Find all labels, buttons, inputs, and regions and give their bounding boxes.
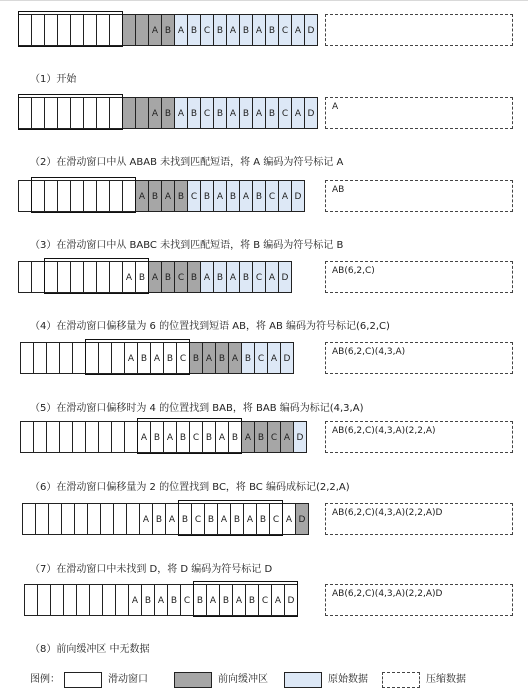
buffer-cell: B xyxy=(266,98,279,128)
sliding-window-box xyxy=(137,418,242,454)
buffer-cell: A xyxy=(149,98,162,128)
buffer-cell xyxy=(123,15,136,45)
buffer-cell: C xyxy=(279,98,292,128)
stage-row-3 xyxy=(0,180,528,220)
buffer-cell: A xyxy=(244,504,257,534)
buffer-cell: B xyxy=(153,504,166,534)
compressed-output: A xyxy=(325,97,513,129)
buffer-cell: A xyxy=(253,98,266,128)
sliding-window-box xyxy=(44,258,149,294)
buffer-cell xyxy=(64,585,77,615)
buffer-cell: B xyxy=(231,504,244,534)
buffer-cell: C xyxy=(188,181,201,211)
buffer-cell: D xyxy=(294,422,307,452)
buffer-cell: B xyxy=(138,343,151,373)
buffer-cell: A xyxy=(227,15,240,45)
legend-lookahead-swatch xyxy=(174,672,212,688)
legend-lookahead-label: 前向缓冲区 xyxy=(218,674,268,685)
buffer-cell xyxy=(36,504,49,534)
buffer-cell: A xyxy=(149,15,162,45)
buffer-cell xyxy=(19,262,32,292)
buffer-cell: B xyxy=(179,504,192,534)
buffer-cell xyxy=(90,585,103,615)
buffer-cell: B xyxy=(136,262,149,292)
buffer-cell: C xyxy=(255,343,268,373)
buffer-cell: A xyxy=(136,181,149,211)
buffer-cell: C xyxy=(259,585,272,615)
buffer-cell: A xyxy=(203,343,216,373)
buffer-cell: A xyxy=(207,585,220,615)
buffer-cell: C xyxy=(201,98,214,128)
buffer-cell: B xyxy=(240,262,253,292)
buffer-cell: C xyxy=(175,262,188,292)
buffer-cell xyxy=(51,585,64,615)
caption-5: （5）在滑动窗口偏移时为 4 的位置找到 BAB，将 BAB 编码为标记(4,3,A) xyxy=(30,403,364,414)
buffer-cell: B xyxy=(214,15,227,45)
buffer-cell xyxy=(75,504,88,534)
buffer-cell: C xyxy=(279,15,292,45)
buffer-cell: B xyxy=(205,504,218,534)
buffer-cell: B xyxy=(220,585,233,615)
buffer-cell: D xyxy=(285,585,298,615)
caption-4: （4）在滑动窗口偏移量为 6 的位置找到短语 AB，将 AB 编码为符号标记(6,2,C) xyxy=(30,321,390,332)
caption-8: （8）前向缓冲区 中无数据 xyxy=(30,644,150,655)
buffer-cell: A xyxy=(279,181,292,211)
buffer-cell: C xyxy=(268,422,281,452)
buffer-cell xyxy=(99,422,112,452)
buffer-cell: D xyxy=(279,262,292,292)
buffer-cell xyxy=(60,422,73,452)
buffer-cell: A xyxy=(283,504,296,534)
buffer-cell xyxy=(103,585,116,615)
legend-compressed-swatch xyxy=(382,672,420,688)
compressed-output: AB(6,2,C) xyxy=(325,261,513,293)
buffer-cell xyxy=(88,504,101,534)
compressed-output xyxy=(325,14,513,46)
buffer-cell: C xyxy=(190,422,203,452)
buffer-cell: B xyxy=(201,181,214,211)
buffer-cell: A xyxy=(151,343,164,373)
buffer-cell: A xyxy=(129,585,142,615)
buffer-cell: A xyxy=(266,262,279,292)
buffer-cell: B xyxy=(168,585,181,615)
buffer-cell: B xyxy=(240,15,253,45)
buffer-cell: B xyxy=(151,422,164,452)
buffer-cell: A xyxy=(242,422,255,452)
buffer-cell: C xyxy=(177,343,190,373)
sliding-window-box xyxy=(193,581,298,617)
caption-6: （6）在滑动窗口偏移量为 2 的位置找到 BC，将 BC 编码成标记(2,2,A) xyxy=(30,482,350,493)
legend-compressed-label: 压缩数据 xyxy=(426,674,466,685)
buffer-cell: A xyxy=(281,422,294,452)
buffer-cell: B xyxy=(175,181,188,211)
buffer-cell: B xyxy=(255,422,268,452)
buffer-cell: C xyxy=(201,15,214,45)
buffer-cell: B xyxy=(188,15,201,45)
stage-row-2 xyxy=(0,97,528,137)
buffer-cell: A xyxy=(140,504,153,534)
legend-window-swatch xyxy=(64,672,102,688)
buffer-cell: B xyxy=(162,262,175,292)
stage-row-1 xyxy=(0,14,528,54)
buffer-cell: A xyxy=(125,343,138,373)
buffer-cell: B xyxy=(190,343,203,373)
buffer-cell xyxy=(49,504,62,534)
buffer-cell xyxy=(101,504,114,534)
sliding-window-box xyxy=(18,94,123,130)
sliding-window-box xyxy=(178,500,283,536)
buffer-cell: A xyxy=(164,422,177,452)
buffer-cell: A xyxy=(292,98,305,128)
buffer-cell: A xyxy=(123,262,136,292)
buffer-cell xyxy=(114,504,127,534)
buffer-cell xyxy=(116,585,129,615)
buffer-cell: A xyxy=(240,181,253,211)
buffer-cell xyxy=(34,343,47,373)
stage-row-7 xyxy=(0,503,528,543)
buffer-cell xyxy=(123,98,136,128)
sliding-window-box xyxy=(31,177,136,213)
buffer-cell: A xyxy=(166,504,179,534)
buffer-cell xyxy=(21,422,34,452)
legend-window-label: 滑动窗口 xyxy=(108,674,148,685)
buffer-cell: D xyxy=(305,15,318,45)
buffer-cell: D xyxy=(281,343,294,373)
buffer-cell: A xyxy=(138,422,151,452)
buffer-cell: B xyxy=(142,585,155,615)
buffer-cell xyxy=(34,422,47,452)
buffer-cell: D xyxy=(305,98,318,128)
buffer-cell xyxy=(21,343,34,373)
buffer-cell: A xyxy=(162,181,175,211)
buffer-cell: B xyxy=(253,181,266,211)
buffer-cell: A xyxy=(175,15,188,45)
legend xyxy=(30,670,520,690)
buffer-cell xyxy=(47,422,60,452)
compressed-output: AB(6,2,C)(4,3,A)(2,2,A)D xyxy=(325,503,513,535)
sliding-window-box xyxy=(18,11,123,47)
stage-row-5 xyxy=(0,342,528,382)
buffer-cell: A xyxy=(272,585,285,615)
buffer-cell: B xyxy=(240,98,253,128)
buffer-cell: B xyxy=(188,262,201,292)
legend-title: 图例： xyxy=(30,674,60,685)
buffer-cell xyxy=(86,422,99,452)
buffer-cell: B xyxy=(257,504,270,534)
buffer-cell xyxy=(77,585,90,615)
buffer-cell xyxy=(112,422,125,452)
caption-2: （2）在滑动窗口中从 ABAB 未找到匹配短语，将 A 编码为符号标记 A xyxy=(30,157,344,168)
buffer-cell: B xyxy=(216,343,229,373)
buffer-cell: A xyxy=(229,343,242,373)
buffer-cell: B xyxy=(246,585,259,615)
buffer-cell: B xyxy=(203,422,216,452)
buffer-cell: B xyxy=(177,422,190,452)
buffer-cell: C xyxy=(270,504,283,534)
buffer-cell xyxy=(136,98,149,128)
buffer-cell: A xyxy=(268,343,281,373)
sliding-window-box xyxy=(85,339,190,375)
buffer-cell: A xyxy=(214,181,227,211)
buffer-cell: A xyxy=(218,504,231,534)
buffer-cell: D xyxy=(292,181,305,211)
buffer-cell: B xyxy=(188,98,201,128)
caption-3: （3）在滑动窗口中从 BABC 未找到匹配短语，将 B 编码为符号标记 B xyxy=(30,240,344,251)
buffer-cell: B xyxy=(229,422,242,452)
buffer-cell: A xyxy=(149,262,162,292)
compressed-output: AB(6,2,C)(4,3,A)(2,2,A)D xyxy=(325,584,513,616)
buffer-cell: A xyxy=(175,98,188,128)
legend-original-swatch xyxy=(284,672,322,688)
buffer-cell xyxy=(62,504,75,534)
compressed-output: AB(6,2,C)(4,3,A) xyxy=(325,342,513,374)
buffer-cell: B xyxy=(242,343,255,373)
buffer-cell xyxy=(23,504,36,534)
stage-row-4 xyxy=(0,261,528,301)
stage-row-6 xyxy=(0,421,528,461)
buffer-cell: C xyxy=(253,262,266,292)
buffer-cell: A xyxy=(292,15,305,45)
buffer-cell: C xyxy=(192,504,205,534)
buffer-cell: C xyxy=(266,181,279,211)
buffer-cell: A xyxy=(155,585,168,615)
buffer-cell xyxy=(47,343,60,373)
legend-original-label: 原始数据 xyxy=(328,674,368,685)
buffer-cell: A xyxy=(227,262,240,292)
buffer-cell xyxy=(127,504,140,534)
buffer-cell: A xyxy=(227,98,240,128)
buffer-cell: A xyxy=(201,262,214,292)
caption-1: （1）开始 xyxy=(30,74,77,85)
buffer-cell: B xyxy=(162,15,175,45)
buffer-cell: B xyxy=(149,181,162,211)
buffer-cell xyxy=(25,585,38,615)
compressed-output: AB(6,2,C)(4,3,A)(2,2,A) xyxy=(325,421,513,453)
buffer-cell: B xyxy=(162,98,175,128)
buffer-cell xyxy=(73,422,86,452)
buffer-cell xyxy=(38,585,51,615)
buffer-cell: B xyxy=(214,98,227,128)
buffer-cell: A xyxy=(233,585,246,615)
buffer-cell: B xyxy=(227,181,240,211)
stage-row-8 xyxy=(0,584,528,624)
buffer-cell: B xyxy=(164,343,177,373)
buffer-cell: B xyxy=(194,585,207,615)
buffer-cell: B xyxy=(266,15,279,45)
compressed-output: AB xyxy=(325,180,513,212)
caption-7: （7）在滑动窗口中未找到 D，将 D 编码为符号标记 D xyxy=(30,564,273,575)
buffer-cell: B xyxy=(214,262,227,292)
page-top-rule xyxy=(0,0,528,1)
buffer-cell: C xyxy=(181,585,194,615)
buffer-cell: D xyxy=(296,504,309,534)
buffer-cell xyxy=(60,343,73,373)
buffer-cell: A xyxy=(216,422,229,452)
buffer-cell xyxy=(136,15,149,45)
buffer-cell: A xyxy=(253,15,266,45)
